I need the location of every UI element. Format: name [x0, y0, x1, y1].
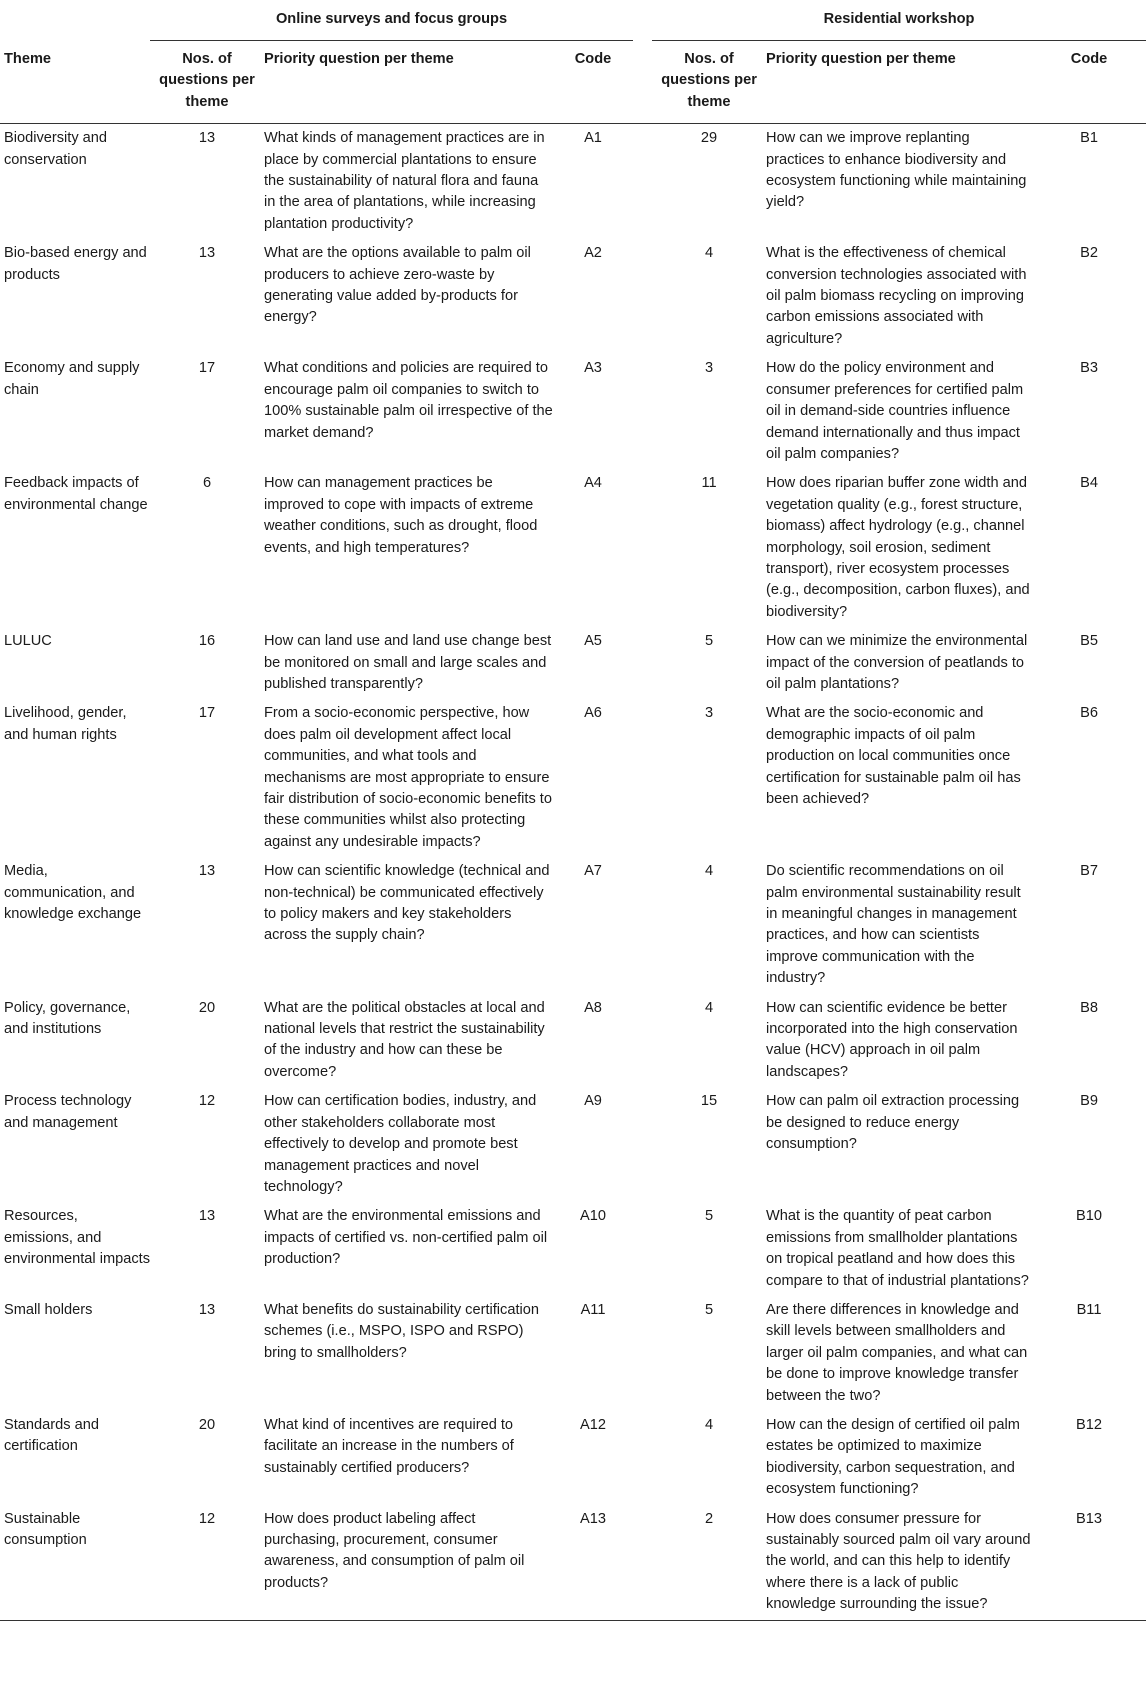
table-row	[0, 857, 1146, 993]
table-row	[0, 239, 1146, 354]
a-code-cell: A6	[584, 705, 602, 722]
spacer-cell	[633, 1411, 652, 1505]
table-row	[0, 1202, 1146, 1296]
a-question-cell: What are the environmental emissions and impacts of certified vs. non-certified palm oil production?	[264, 1208, 548, 1268]
a-question-cell: What are the options available to palm oil producers to achieve zero-waste by generating value added by-products for energy?	[264, 245, 531, 326]
col-b-nos: Nos. of questions per theme	[652, 41, 766, 124]
spacer-cell	[633, 124, 652, 240]
a-question-cell: How does product labeling affect purchasing, procurement, consumer awareness, and consumption of palm oil products?	[264, 1505, 553, 1621]
b-code-cell: B4	[1080, 475, 1098, 492]
a-question-cell: How can land use and land use change best be monitored on small and large scales and published transparently?	[264, 633, 552, 692]
theme-cell: Feedback impacts of environmental change	[4, 475, 148, 513]
theme-cell: LULUC	[4, 633, 52, 650]
a-question-cell: From a socio-economic perspective, how does palm oil development affect local communities, and what tools and mechanisms are most appropriate to ensure fair distribution of socio-economic benefits to these communities whilst also protecting against any undesirable impacts?	[264, 705, 552, 850]
theme-cell: Process technology and management	[4, 1093, 132, 1131]
a-count-cell: 13	[198, 863, 216, 880]
group-online-surveys: Online surveys and focus groups	[150, 0, 633, 41]
b-code-cell: B1	[1080, 130, 1098, 147]
a-code-cell: A4	[584, 475, 602, 492]
theme-cell: Media, communication, and knowledge exchange	[4, 863, 142, 923]
a-question-cell: How can scientific knowledge (technical and non-technical) be communicated effectively to policy makers and key stakeholders across the supply chain?	[264, 863, 550, 944]
b-count-cell: 4	[704, 999, 714, 1016]
a-count-cell: 12	[150, 1505, 264, 1621]
a-code-cell: A10	[580, 1208, 606, 1225]
b-code-cell: B10	[1076, 1208, 1103, 1225]
b-count-cell: 4	[704, 245, 714, 262]
a-question-cell: How can management practices be improved to cope with impacts of extreme weather conditions, such as drought, flood events, and high temperatures?	[264, 475, 538, 556]
b-code-cell: B11	[1076, 1301, 1102, 1318]
a-code-cell: A2	[584, 245, 602, 262]
b-question-cell: How can we improve replanting practices to enhance biodiversity and ecosystem functioning while maintaining yield?	[766, 130, 1027, 211]
col-a-priority: Priority question per theme	[264, 41, 553, 124]
a-count-cell: 6	[202, 475, 212, 492]
spacer-cell	[633, 1296, 652, 1411]
a-question-cell: What kind of incentives are required to facilitate an increase in the numbers of sustainably certified producers?	[264, 1416, 514, 1476]
theme-cell: Small holders	[4, 1301, 93, 1318]
a-question-cell: What benefits do sustainability certification schemes (i.e., MSPO, ISPO and RSPO) bring to smallholders?	[264, 1301, 539, 1361]
table-row	[0, 1087, 1146, 1202]
a-code-cell: A1	[584, 130, 602, 147]
spacer-cell	[633, 627, 652, 699]
b-count-cell: 5	[704, 1301, 714, 1318]
column-header-row	[0, 41, 1146, 124]
b-count-cell: 3	[704, 705, 714, 722]
theme-cell: Bio-based energy and products	[4, 245, 147, 283]
b-code-cell: B12	[1076, 1416, 1103, 1433]
theme-cell: Economy and supply chain	[4, 360, 140, 398]
group-residential-workshop: Residential workshop	[652, 0, 1146, 41]
col-a-code: Code	[553, 41, 633, 124]
a-count-cell: 12	[198, 1093, 216, 1110]
b-count-cell: 29	[700, 130, 718, 147]
spacer-cell	[633, 239, 652, 354]
table-row	[0, 124, 1146, 240]
b-code-cell: B2	[1080, 245, 1098, 262]
theme-cell: Livelihood, gender, and human rights	[4, 705, 127, 743]
theme-cell: Sustainable consumption	[0, 1505, 150, 1621]
a-count-cell: 13	[198, 1208, 216, 1225]
b-code-cell: B7	[1080, 863, 1098, 880]
b-code-cell: B6	[1080, 705, 1098, 722]
table-row	[0, 469, 1146, 627]
a-count-cell: 13	[198, 245, 216, 262]
b-question-cell: How can scientific evidence be better incorporated into the high conservation value (HCV) approach in oil palm landscapes?	[766, 999, 1018, 1080]
b-count-cell: 2	[652, 1505, 766, 1621]
b-count-cell: 5	[704, 1208, 714, 1225]
b-count-cell: 4	[704, 863, 714, 880]
col-b-priority: Priority question per theme	[766, 41, 1032, 124]
a-code-cell: A8	[584, 999, 602, 1016]
table-row	[0, 994, 1146, 1088]
group-header-row	[0, 0, 1146, 41]
b-code-cell: B8	[1080, 999, 1098, 1016]
b-question-cell: What is the effectiveness of chemical conversion technologies associated with oil palm biomass recycling on improving carbon emissions associated with agriculture?	[766, 245, 1027, 347]
a-code-cell: A7	[584, 863, 602, 880]
table-row	[0, 1296, 1146, 1411]
b-count-cell: 4	[704, 1416, 714, 1433]
b-count-cell: 15	[700, 1093, 718, 1110]
table-body	[0, 124, 1146, 1620]
a-code-cell: A11	[580, 1301, 606, 1318]
b-count-cell: 5	[704, 633, 714, 650]
spacer-cell	[633, 1202, 652, 1296]
spacer-cell	[633, 469, 652, 627]
a-question-cell: What kinds of management practices are in place by commercial plantations to ensure the sustainability of natural flora and fauna in the area of plantations, while increasing plantation productivity?	[264, 130, 545, 232]
a-count-cell: 20	[198, 1416, 216, 1433]
col-theme: Theme	[0, 41, 150, 124]
a-question-cell: How can certification bodies, industry, and other stakeholders collaborate most effectively to develop and promote best management practices and novel technology?	[264, 1093, 537, 1195]
a-code-cell: A5	[584, 633, 602, 650]
a-count-cell: 13	[198, 1301, 216, 1318]
b-question-cell: How can palm oil extraction processing be designed to reduce energy consumption?	[766, 1093, 1020, 1153]
b-code-cell: B3	[1080, 360, 1098, 377]
table-row	[0, 1411, 1146, 1505]
spacer-cell	[633, 1505, 652, 1621]
b-question-cell: What is the quantity of peat carbon emissions from smallholder plantations on tropical peatland and how does this compare to that of industrial plantations?	[766, 1208, 1029, 1289]
b-code-cell: B13	[1032, 1505, 1146, 1621]
a-code-cell: A9	[584, 1093, 602, 1110]
a-count-cell: 17	[198, 360, 216, 377]
b-question-cell: How can the design of certified oil palm estates be optimized to maximize biodiversity, carbon sequestration, and ecosystem functioning?	[766, 1416, 1020, 1498]
theme-cell: Policy, governance, and institutions	[4, 999, 131, 1038]
a-count-cell: 16	[198, 633, 216, 650]
theme-cell: Resources, emissions, and environmental impacts	[4, 1208, 151, 1268]
spacer-cell	[633, 857, 652, 993]
spacer-cell	[633, 699, 652, 857]
theme-cell: Standards and certification	[4, 1416, 99, 1455]
table-row	[0, 354, 1146, 469]
a-question-cell: What conditions and policies are required to encourage palm oil companies to switch to 100% sustainable palm oil irrespective of the market demand?	[264, 360, 553, 441]
spacer-cell	[633, 994, 652, 1088]
b-question-cell: How do the policy environment and consumer preferences for certified palm oil in demand-side countries influence demand internationally and thus impact oil palm companies?	[766, 360, 1024, 462]
b-question-cell: How can we minimize the environmental impact of the conversion of peatlands to oil palm plantations?	[766, 633, 1028, 692]
a-count-cell: 20	[198, 999, 216, 1016]
table-row	[0, 627, 1146, 699]
b-code-cell: B9	[1080, 1093, 1098, 1110]
b-question-cell: Are there differences in knowledge and skill levels between smallholders and larger oil palm companies, and what can be done to improve knowledge transfer between the two?	[766, 1301, 1028, 1404]
b-code-cell: B5	[1080, 633, 1098, 650]
a-question-cell: What are the political obstacles at local and national levels that restrict the sustainability of the industry and how can these be overcome?	[264, 999, 545, 1080]
b-count-cell: 3	[704, 360, 714, 377]
b-question-cell: What are the socio-economic and demographic impacts of oil palm production on local communities once certification for sustainable palm oil has been achieved?	[766, 705, 1021, 807]
b-question-cell: How does consumer pressure for sustainably sourced palm oil vary around the world, and can this help to identify where there is a lack of public knowledge surrounding the issue?	[766, 1505, 1032, 1621]
a-code-cell: A12	[580, 1416, 606, 1433]
a-count-cell: 17	[198, 705, 216, 722]
col-a-nos: Nos. of questions per theme	[150, 41, 264, 124]
a-code-cell: A3	[584, 360, 602, 377]
b-question-cell: How does riparian buffer zone width and vegetation quality (e.g., forest structure, biomass) affect hydrology (e.g., channel morphology, soil erosion, sediment transport), river ecosystem processes (e.g., decomposition, carbon fluxes), and biodiversity?	[766, 475, 1030, 620]
table-row	[0, 1505, 1146, 1621]
theme-cell: Biodiversity and conservation	[4, 130, 108, 168]
col-b-code: Code	[1032, 41, 1146, 124]
spacer-cell	[633, 354, 652, 469]
table-row	[0, 699, 1146, 857]
b-question-cell: Do scientific recommendations on oil palm environmental sustainability result in meaningful changes in management practices, and how can scientists improve communication with the industry?	[766, 863, 1021, 987]
a-code-cell: A13	[553, 1505, 633, 1621]
spacer-cell	[633, 1087, 652, 1202]
a-count-cell: 13	[198, 130, 216, 147]
b-count-cell: 11	[701, 475, 717, 492]
